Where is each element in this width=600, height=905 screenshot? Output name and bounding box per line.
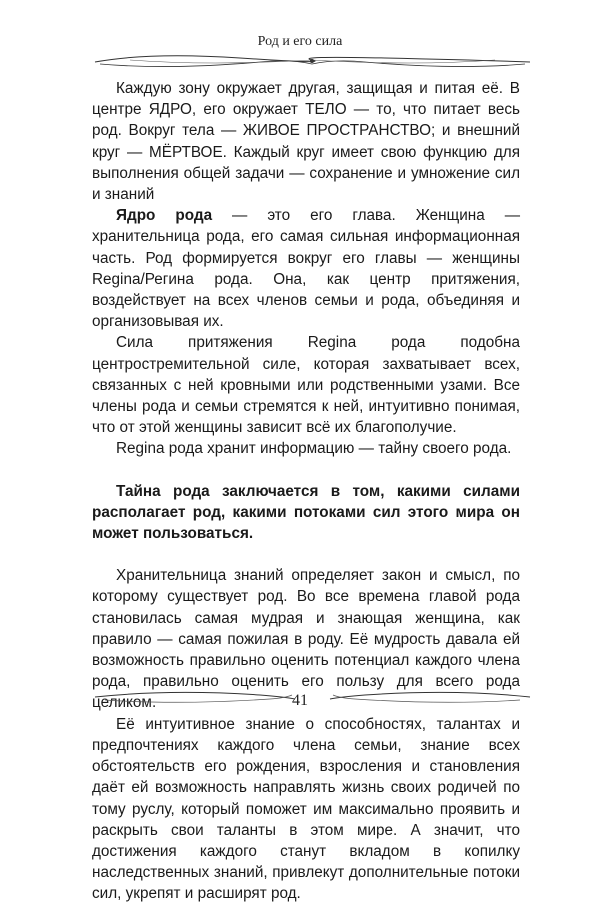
page-number: 41 bbox=[292, 692, 308, 709]
header-ornament-divider bbox=[90, 48, 535, 72]
paragraph-keeper: Хранительница знаний определяет закон и смысл, по которому существует род. Во все времена главой рода становилась самая мудрая и знающая женщина, как правило — самая пожилая в роду. Её мудрость давала ей возможность правильно оценить потенциал каждого члена рода, правильно оценить его пользу для всего рода целиком. bbox=[92, 567, 520, 712]
paragraph-attraction: Сила притяжения Regina рода подобна центростремительной силе, которая захватывает всех, связанных с ней кровными или родственными узами. Все члены рода и семьи стремятся к ней, интуитивно понимая, что от этой женщины зависит всё их благополучие. bbox=[92, 334, 520, 437]
paragraph-intuition: Её интуитивное знание о способностях, талантах и предпочтениях каждого члена семьи, знание всех обстоятельств его рождения, взросления и становления даёт ей возможность направлять жизнь своих родичей по тому руслу, который поможет им максимально проявить и раскрыть свои таланты в этом мире. А значит, что достижения каждого станут вкладом в копилку наследственных знаний, привлекут дополнительные потоки сил, укрепят и расширят род. bbox=[92, 715, 520, 903]
highlighted-statement: Тайна рода заключается в том, какими силами располагает род, какими потоками сил этого мира он может пользоваться. bbox=[92, 482, 520, 543]
running-header-title: Род и его сила bbox=[257, 34, 343, 49]
paragraph-zones: Каждую зону окружает другая, защищая и питая её. В центре ЯДРО, его окружает ТЕЛО — то, что питает весь род. Вокруг тела — ЖИВОЕ ПРОСТРАНСТВО; и внешний круг — МЁРТВОЕ. Каждый круг имеет свою функцию для выполнения общей задачи — сохранение и умножение сил и знаний bbox=[92, 80, 520, 204]
page-body-text bbox=[92, 78, 520, 905]
paragraph-core-text: — это его глава. Женщина — хранительница рода, его самая сильная информационная часть. Род формируется вокруг его главы — женщины Regina/Регина рода. Она, как центр притяжения, воздействует на всех членов семьи и рода, объединяя и организовывая их. bbox=[92, 207, 520, 331]
paragraph-core bbox=[92, 205, 520, 332]
paragraph-regina-secret: Regina рода хранит информацию — тайну своего рода. bbox=[116, 440, 512, 458]
term-core-of-clan: Ядро рода bbox=[116, 207, 213, 225]
